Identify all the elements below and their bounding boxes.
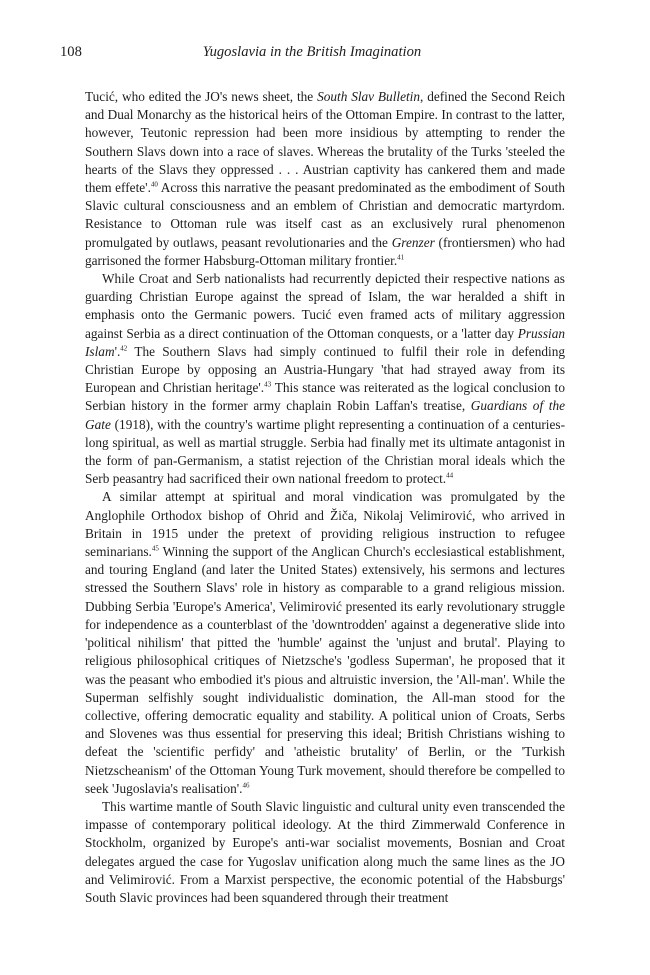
text-run: Winning the support of the Anglican Church's ecclesiastical establishment, and touring England (and later the United States) extensively, his sermons and lectures stressed the Southern Slavs' role in history as comparable to a grand religious mission. Dubbing Serbia 'Europe's America', Velimirović presented its early revolutionary struggle for independence as a counterblast of the 'downtrodden' against a degenerative slide into 'political nihilism' that pitted the 'humble' against the 'unjust and brutal'. Playing to religious philosophical critiques of Nietzsche's 'godless Superman', he proposed that it was the peasant who embodied it's pious and altruistic inversion, the 'All-man'. While the Superman selfishly sought individualistic domination, the All-man stood for the collective, offering democratic equality and stability. A political union of Croats, Serbs and Slovenes was thus essential for preserving this ideal; British Christians wishing to defeat the 'scientific perfidy' and 'atheistic brutality' of Berlin, or the 'Turkish Nietzscheanism' of the Ottoman Young Turk movement, should therefore be compelled to seek 'Jugoslavia's realisation'. (85, 544, 565, 796)
text-run: (frontiersmen) who had garrisoned the former Habsburg-Ottoman military frontier. (85, 234, 565, 268)
footnote-ref: 46 (242, 781, 250, 790)
footnote-ref: 40 (150, 180, 158, 189)
text-run: '. (114, 343, 121, 359)
paragraph (85, 270, 565, 488)
page-header (60, 44, 564, 64)
italic-text: Guardians of the Gate (85, 398, 566, 432)
footnote-ref: 41 (397, 253, 405, 262)
paragraph (85, 88, 565, 270)
footnote-ref: 44 (446, 471, 454, 480)
paragraph (85, 488, 565, 797)
footnote-ref: 45 (151, 544, 159, 553)
text-run: The Southern Slavs had simply continued to fulfil their role in defending Christian Europe by opposing an Austria-Hungary 'that had strayed away from its European and Christian heritage'. (85, 343, 565, 396)
text-run: Across this narrative the peasant predominated as the embodiment of South Slavic cultural consciousness and an emblem of Christian and democratic martyrdom. Resistance to Ottoman rule was itself cast as an exclusively rural phenomenon promulgated by outlaws, peasant revolutionaries and the (85, 180, 565, 250)
text-run: , defined the Second Reich and Dual Monarchy as the historical heirs of the Ottoman Empire. In contrast to the latter, however, Teutonic repression had been more insidious by attempting to render the Southern Slavs down into a race of slaves. Whereas the brutality of the Turks 'steeled the hearts of the Slavs they oppressed . . . Austrian captivity has cankered them and made them effete'. (85, 89, 565, 196)
running-title: Yugoslavia in the British Imagination (202, 44, 422, 60)
footnote-ref: 43 (264, 380, 272, 389)
text-run: A similar attempt at spiritual and moral vindication was promulgated by the Anglophile Orthodox bishop of Ohrid and Žiča, Nikolaj Velimirović, who arrived in Britain in 1915 under the pretext of providing religious instruction to refugee seminarians. (85, 489, 565, 560)
paragraph (85, 798, 565, 907)
text-run: While Croat and Serb nationalists had recurrently depicted their respective nations as guarding Christian Europe against the spread of Islam, the war heralded a shift in emphasis onto the Germanic powers. Tucić even framed acts of military aggression against Serbia as a direct continuation of the Ottoman conquests, or a 'latter day (85, 271, 565, 341)
page-number: 108 (60, 44, 82, 60)
text-run: This wartime mantle of South Slavic linguistic and cultural unity even transcended the impasse of contemporary political ideology. At the third Zimmerwald Conference in Stockholm, organized by Europe's anti-war socialist movements, Bosnian and Croat delegates argued the case for Yugoslav unification along much the same lines as the JO and Velimirović. From a Marxist perspective, the economic potential of the Habsburgs' South Slavic provinces had been squandered through their treatment (85, 798, 565, 905)
footnote-ref: 42 (120, 344, 128, 353)
text-run: Tucić, who edited the JO's news sheet, the (85, 89, 318, 104)
italic-text: Prussian Islam (85, 325, 565, 359)
italic-text: Grenzer (391, 234, 435, 250)
text-run: This stance was reiterated as the logical conclusion to Serbian history in the former army chaplain Robin Laffan's treatise, (85, 380, 565, 414)
body-text (85, 88, 565, 907)
text-run: (1918), with the country's wartime plight representing a continuation of a centuries-long spiritual, as well as martial struggle. Serbia had finally met its ultimate antagonist in the form of pan-Germanism, a statist rejection of the Christian moral ideals which the Serb peasantry had sacrificed their own national freedom to protect. (85, 416, 565, 487)
italic-text: South Slav Bulletin (317, 89, 421, 104)
